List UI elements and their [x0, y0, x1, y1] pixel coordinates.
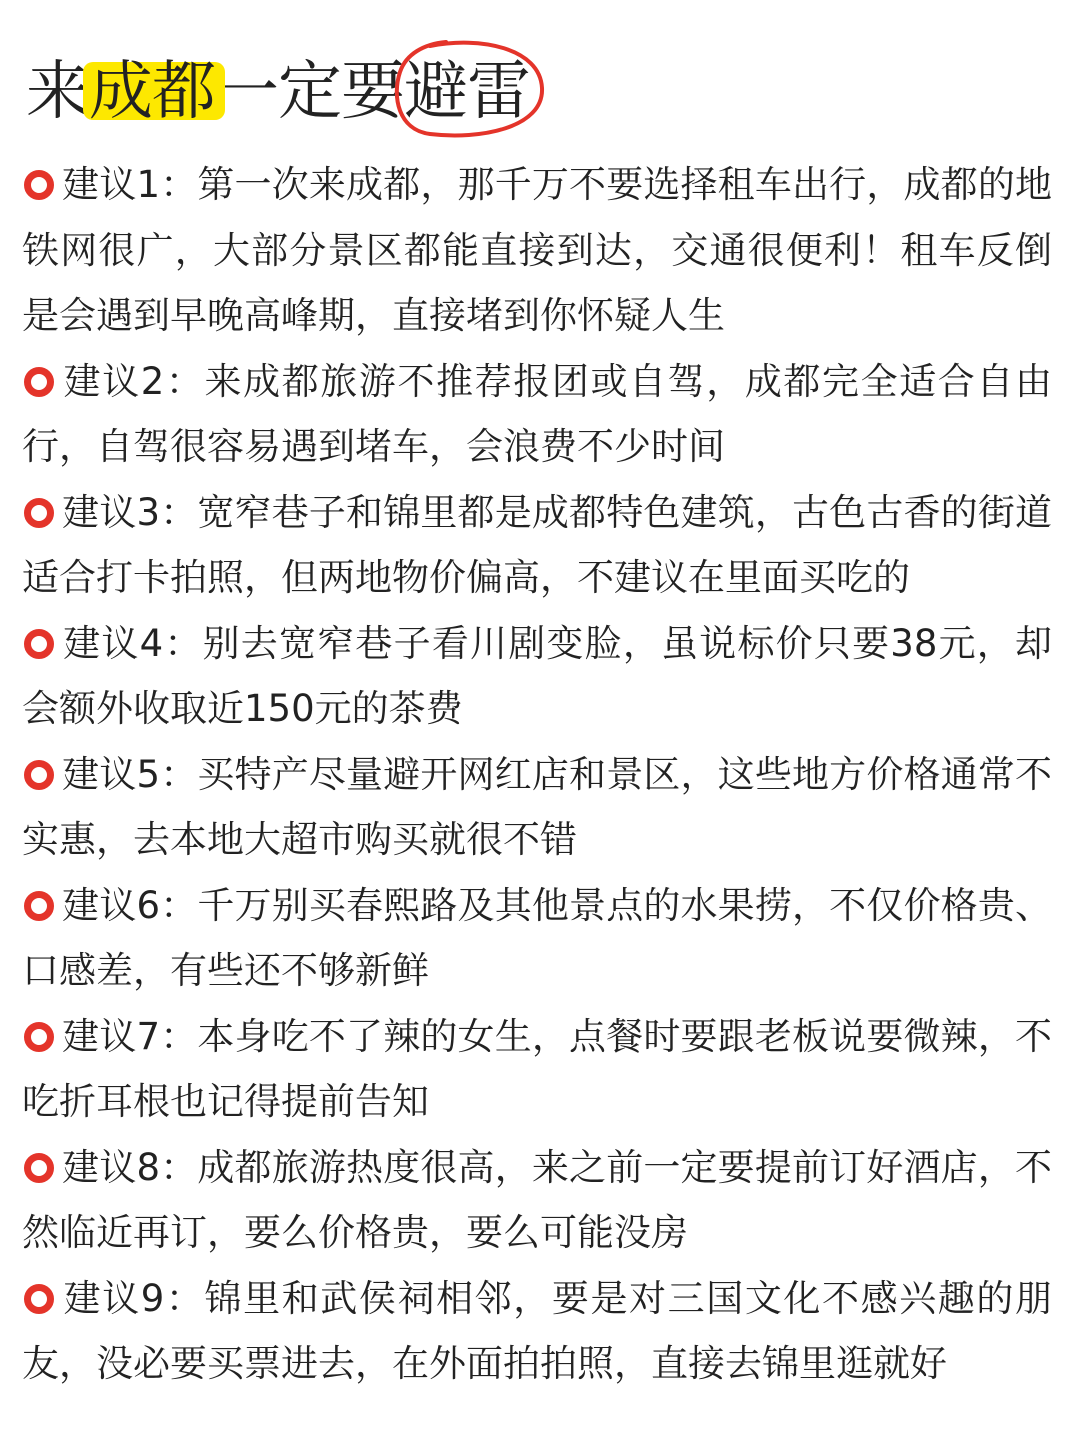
tip-label: 建议5：	[62, 752, 198, 796]
tip-label: 建议2：	[62, 359, 205, 403]
tip-text: 本身吃不了辣的女生，点餐时要跟老板说要微辣，不吃折耳根也记得提前告知	[22, 1014, 1053, 1123]
tip-item	[22, 742, 1052, 873]
red-ring-icon	[24, 170, 54, 200]
tip-label: 建议9：	[62, 1276, 205, 1320]
tip-item	[22, 152, 1052, 349]
tip-label: 建议1：	[62, 163, 198, 206]
page-title	[26, 52, 530, 132]
tip-item	[22, 873, 1052, 1004]
tip-item	[22, 611, 1052, 742]
red-ring-icon	[24, 629, 54, 659]
tip-text: 千万别买春熙路及其他景点的水果捞，不仅价格贵、口感差，有些还不够新鲜	[22, 883, 1053, 992]
red-ring-icon	[24, 367, 54, 397]
tip-label: 建议4：	[62, 621, 203, 665]
tip-item	[22, 480, 1052, 611]
tip-text: 别去宽窄巷子看川剧变脸，虽说标价只要38元，却会额外收取近150元的茶费	[22, 621, 1052, 730]
tip-text: 买特产尽量避开网红店和景区，这些地方价格通常不实惠，去本地大超市购买就很不错	[22, 752, 1053, 861]
title-circled-text: 避雷	[404, 55, 530, 129]
tip-text: 成都旅游热度很高，来之前一定要提前订好酒店，不然临近再订，要么价格贵，要么可能没房	[22, 1145, 1053, 1254]
tip-text: 来成都旅游不推荐报团或自驾，成都完全适合自由行，自驾很容易遇到堵车，会浪费不少时间	[22, 359, 1052, 468]
red-ring-icon	[24, 1153, 54, 1183]
tip-text: 第一次来成都，那千万不要选择租车出行，成都的地铁网很广，大部分景区都能直接到达，交通很便利！租车反倒是会遇到早晚高峰期，直接堵到你怀疑人生	[22, 163, 1053, 337]
title-circled-word	[404, 52, 530, 132]
red-ring-icon	[24, 1022, 54, 1052]
red-ring-icon	[24, 1284, 54, 1314]
tips-list	[22, 152, 1052, 1397]
tip-item	[22, 349, 1052, 480]
red-ring-icon	[24, 760, 54, 790]
red-ring-icon	[24, 891, 54, 921]
title-highlight-text: 成都	[89, 52, 215, 132]
title-part-1: 来	[26, 55, 89, 129]
tip-text: 宽窄巷子和锦里都是成都特色建筑，古色古香的街道适合打卡拍照，但两地物价偏高，不建议在里面买吃的	[22, 490, 1053, 599]
tip-label: 建议3：	[62, 490, 198, 534]
tip-label: 建议6：	[62, 883, 198, 927]
tip-label: 建议7：	[62, 1014, 198, 1058]
tip-item	[22, 1004, 1052, 1135]
tip-text: 锦里和武侯祠相邻，要是对三国文化不感兴趣的朋友，没必要买票进去，在外面拍拍照，直接去锦里逛就好	[22, 1276, 1052, 1385]
tip-item	[22, 1266, 1052, 1397]
tip-label: 建议8：	[62, 1145, 198, 1189]
red-ring-icon	[24, 498, 54, 528]
title-part-2: 一定要	[215, 55, 404, 129]
tip-item	[22, 1135, 1052, 1266]
